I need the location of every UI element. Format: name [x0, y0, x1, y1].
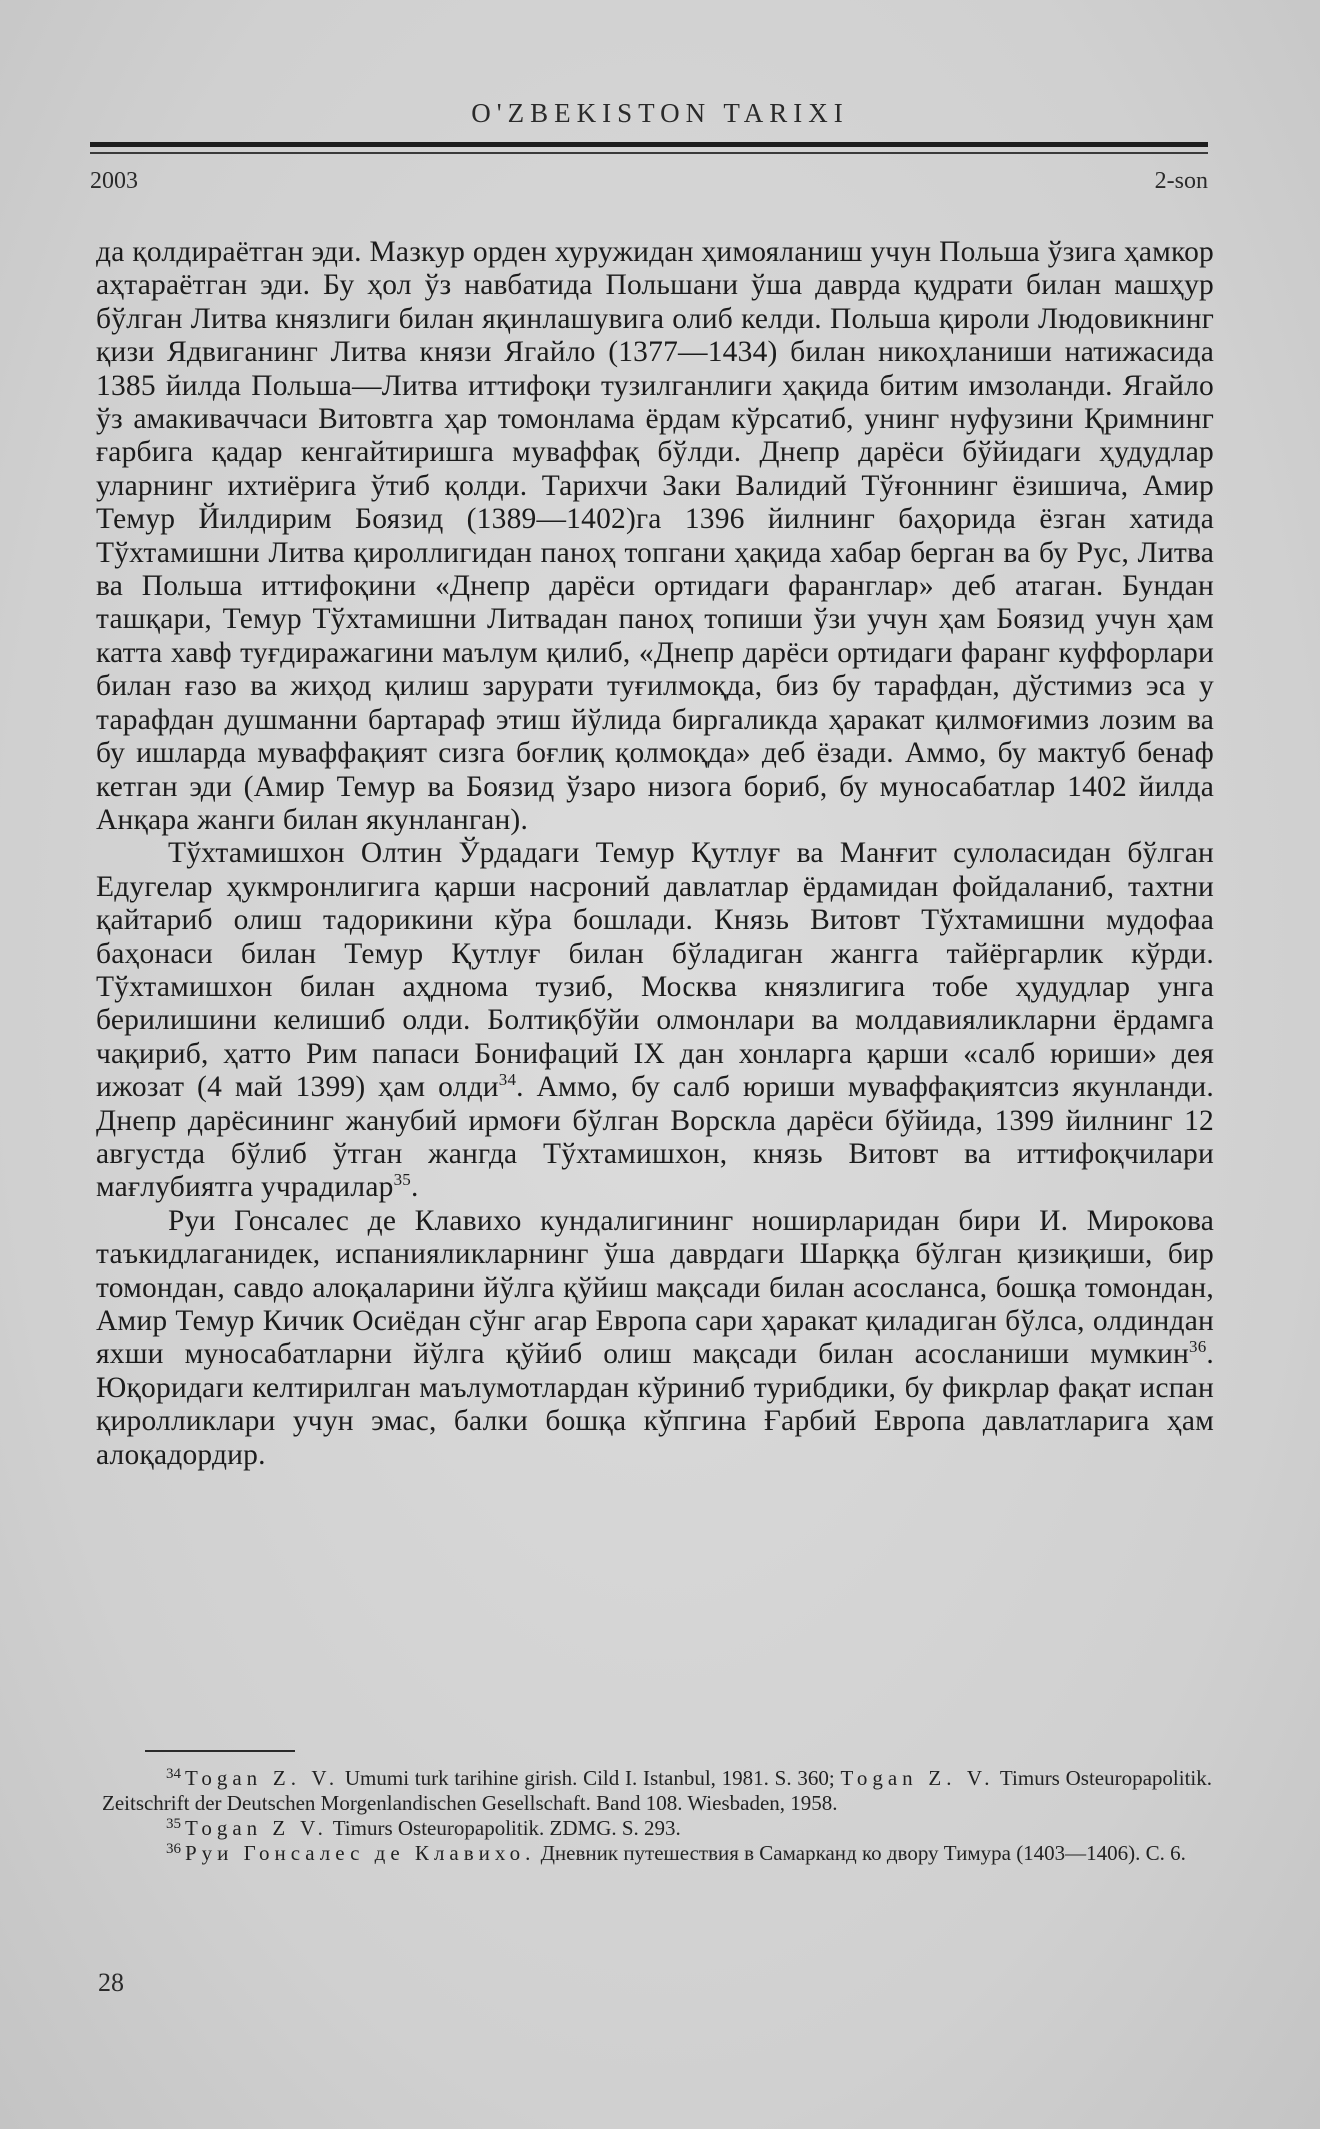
article-body — [96, 236, 1214, 1472]
header-rule-thick — [90, 142, 1208, 147]
paragraph-2: Тўхтамишхон Олтин Ўрдадаги Темур Қутлуғ ва Манғит сулоласидан бўлган Едугелар ҳукмронлигига қарши насроний давлатлар ёрдамидан фойдаланиб, тахтни қайтариб олиш тадорикини кўра бошлади. Князь Витовт Тўхтамишни мудофаа баҳонаси билан Темур Қутлуғ билан бўладиган жангга тайёргарлик кўрди. Тўхтамишхон билан аҳднома тузиб, Москва князлигига тобе ҳудудлар унга берилишини келишиб олди. Болтиқбўйи олмонлари ва молдавияликларни ёрдамга чақириб, ҳатто Рим папаси Бонифаций IX дан хонларга қарши «салб юриши» дея ижозат (4 май 1399) ҳам олди$^{34}$. Аммо, бу салб юриши муваффақиятсиз якунланди. Днепр дарёсининг жанубий ирмоғи бўлган Ворскла дарёси бўйида, 1399 йилнинг 12 августда бўлиб ўтган жангда Тўхтамишхон, князь Витовт ва иттифоқчилари мағлубиятга учрадилар$^{35}$. — [96, 837, 1214, 1204]
footnote-author: Togan Z. V. — [185, 1766, 340, 1790]
footnote-mark: 36 — [166, 1841, 181, 1857]
page-number: 28 — [98, 1968, 124, 1997]
paragraph-3 — [96, 1205, 1214, 1472]
footnote-author: Togan Z V. — [185, 1816, 328, 1840]
footnote-author: Руи Гонсалес де Клавихо. — [185, 1841, 536, 1865]
paragraph-3-text: Руи Гонсалес де Клавихо кундалигининг ноширларидан бири И. Мирокова таъкидлаганидек, испанияликларнинг ўша даврдаги Шарққа бўлган қизиқиши, бир томондан, савдо алоқаларини йўлга қўйиш мақсади билан асосланса, бошқа томондан, Амир Темур Кичик Осиёдан сўнг агар Европа сари ҳаракат қиладиган бўлса, олдиндан яхши муносабатларни йўлга қўйиб олиш мақсади билан асосланиши мумкин — [96, 1204, 1214, 1371]
footnote-ref-34: 34 — [498, 1070, 517, 1090]
footnotes — [102, 1766, 1212, 1866]
footnote-mark: 34 — [166, 1766, 181, 1782]
footnote-mark: 35 — [166, 1816, 181, 1832]
journal-title: O'ZBEKISTON TARIXI — [471, 98, 849, 128]
paragraph-2-text: Тўхтамишхон Олтин Ўрдадаги Темур Қутлуғ ва Манғит сулоласидан бўлган Едугелар ҳукмронлигига қарши насроний давлатлар ёрдамидан фойдаланиб, тахтни қайтариб олиш тадорикини кўра бошлади. Князь Витовт Тўхтамишни мудофаа баҳонаси билан Темур Қутлуғ билан бўладиган жангга тайёргарлик кўрди. Тўхтамишхон билан аҳднома тузиб, Москва князлигига тобе ҳудудлар унга берилишини келишиб олди. Болтиқбўйи олмонлари ва молдавияликларни ёрдамга чақириб, ҳатто Рим папаси Бонифаций IX дан хонларга қарши «салб юриши» дея ижозат (4 май 1399) ҳам олди — [96, 837, 1214, 1104]
footnote-text: Дневник путешествия в Самарканд ко двору Тимура (1403—1406). С. 6. — [535, 1841, 1186, 1865]
paragraph-3-text-b: . Юқоридаги келтирилган маълумотлардан кўриниб турибдики, бу фикрлар фақат испан қиролликлари учун эмас, балки бошқа кўпгина Ғарбий Европа давлатларига ҳам алоқадордир. — [96, 1338, 1214, 1471]
paragraph-2-text-b: . Аммо, бу салб юриши муваффақиятсиз якунланди. Днепр дарёсининг жанубий ирмоғи бўлган Ворскла дарёси бўйида, 1399 йилнинг 12 августда бўлиб ўтган жангда Тўхтамишхон, князь Витовт ва иттифоқчилари мағлубиятга учрадилар — [96, 1071, 1214, 1204]
paragraph-1: да қолдираётган эди. Мазкур орден хуружидан ҳимояланиш учун Польша ўзига ҳамкор аҳтараётган эди. Бу ҳол ўз навбатида Польшани ўша даврда қудрати билан машҳур бўлган Литва князлиги билан яқинлашувига олиб келди. Польша қироли Людовикнинг қизи Ядвиганинг Литва князи Ягайло (1377—1434) билан никоҳланиши натижасида 1385 йилда Польша—Литва иттифоқи тузилганлиги ҳақида битим имзоланди. Ягайло ўз амакиваччаси Витовтга ҳар томонлама ёрдам кўрсатиб, унинг нуфузини Қримнинг ғарбига қадар кенгайтиришга муваффақ бўлди. Днепр дарёси бўйидаги ҳудудлар уларнинг ихтиёрига ўтиб қолди. Тарихчи Заки Валидий Тўғоннинг ёзишича, Амир Темур Йилдирим Боязид (1389—1402)га 1396 йилнинг баҳорида ёзган хатида Тўхтамишни Литва қироллигидан паноҳ топгани ҳақида хабар берган ва бу Рус, Литва ва Польша иттифоқини «Днепр дарёси ортидаги фаранглар» деб атаган. Бундан ташқари, Темур Тўхтамишни Литвадан паноҳ топиши ўзи учун ҳам Боязид учун ҳам катта хавф туғдиражагини маълум қилиб, «Днепр дарёси ортидаги фаранг куффорлари билан ғазо ва жиҳод қилиш зарурати туғилмоқда, биз бу тарафдан, дўстимиз эса у тарафдан душманни бартараф этиш йўлида биргаликда ҳаракат қилмоғимиз лозим ва бу ишларда муваффақият сизга боғлиқ қолмоқда» деб ёзади. Аммо, бу мактуб бенаф кетган эди (Амир Темур ва Боязид ўзаро низога бориб, бу муносабатлар 1402 йилда Анқара жанги билан якунланган). — [96, 236, 1214, 836]
footnote-text: Timurs Osteuropapolitik. Zeitschrift der Deutschen Morgenlandischen Gesellschaft. Band 108. Wiesbaden, 1958. — [102, 1766, 1213, 1815]
footnote-text: Timurs Osteuropapolitik. ZDMG. S. 293. — [327, 1816, 681, 1840]
footnote-ref-35: 35 — [393, 1170, 411, 1190]
footnote-36 — [102, 1841, 1212, 1866]
footnote-35 — [102, 1816, 1212, 1841]
footnote-text: Umumi turk tarihine girish. Cild I. Istanbul, 1981. S. 360; — [339, 1766, 841, 1790]
header-rule-thin — [90, 152, 1208, 154]
issue-year: 2003 — [90, 168, 138, 194]
footnote-author: Togan Z. V. — [840, 1766, 995, 1790]
footnote-separator — [145, 1750, 295, 1752]
footnote-34 — [102, 1766, 1212, 1816]
issue-number: 2-son — [1154, 168, 1208, 194]
footnote-ref-36: 36 — [1189, 1337, 1207, 1357]
